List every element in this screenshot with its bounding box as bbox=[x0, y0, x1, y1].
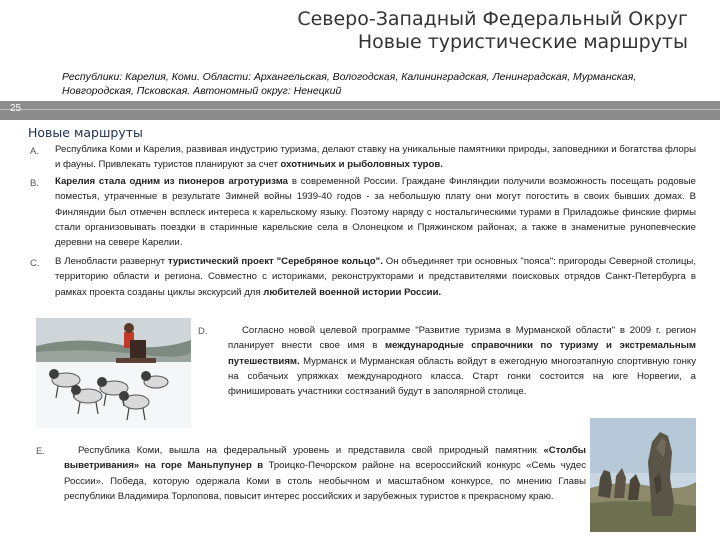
slide-number-bar bbox=[0, 101, 720, 120]
dog-sled-photo bbox=[36, 318, 191, 428]
slide-number: 25 bbox=[10, 103, 22, 114]
item-b-text bbox=[55, 174, 696, 250]
item-text: Республика Коми и Карелия, развивая индустрию туризма, делают ставку на уникальные памятники природы, заповедники и богатства флоры и фауны. Привлекать туристов планируют за счет bbox=[55, 144, 696, 171]
item-text: Он объединяет три основных "пояса": пригороды Северной столицы, территорию области и региона. Совместно с историками, реконструкторами и представителями поисковых отрядов Санкт-Петербурга в рамках проекта созданы циклы экскурсий для bbox=[55, 256, 696, 298]
item-text: В Ленобласти развернут bbox=[55, 256, 168, 267]
manpupuner-pillars-photo bbox=[590, 418, 696, 532]
slide-title bbox=[297, 8, 688, 54]
item-bold-text: международные справочники по туризму и экстремальным путешествиям. bbox=[228, 340, 696, 367]
item-bold-text: охотничьих и рыболовных туров. bbox=[280, 159, 443, 171]
title-line-2: Новые туристические маршруты bbox=[357, 31, 688, 53]
title-line-1: Северо-Западный Федеральный Округ bbox=[297, 8, 688, 30]
item-bold-text: любителей военной истории России. bbox=[263, 286, 442, 298]
item-text: Мурманск и Мурманская область войдут в ежегодную многоэтапную спортивную гонку на собачьих упряжках международного класса. Старт гонки состоится на юге Норвегии, а финишировать участники состязаний будут в заполярной столице. bbox=[228, 355, 696, 398]
item-a-text bbox=[55, 142, 696, 173]
item-marker: A. bbox=[30, 146, 39, 157]
item-c-text bbox=[55, 254, 696, 300]
item-marker: E. bbox=[36, 446, 45, 457]
item-bold-text: Карелия стала одним из пионеров агротуризма bbox=[55, 176, 289, 187]
item-e-text bbox=[64, 443, 586, 504]
item-bold-text: туристический проект "Серебряное кольцо". bbox=[167, 256, 383, 267]
divider bbox=[0, 109, 720, 110]
item-d-text bbox=[228, 323, 696, 399]
item-text: Троицко-Печорском районе на всероссийский конкурс «Семь чудес России». Победа, которую одержала Коми в столь необычном и масштабном конкурсе, по мнению Главы республики Владимира Торлопова, повысит интерес российских и зарубежных туристов к прекрасному краю. bbox=[64, 460, 586, 502]
item-text: Согласно новой целевой программе "Развитие туризма в Мурманской области" в 2009 г. регион планирует внести свое имя в bbox=[228, 325, 696, 352]
item-text: Республика Коми, вышла на федеральный уровень и представила свой природный памятник bbox=[78, 445, 544, 456]
item-marker: D. bbox=[198, 326, 208, 337]
item-marker: C. bbox=[30, 258, 40, 269]
regions-list: Республики: Карелия, Коми. Области: Архангельская, Вологодская, Калининградская, Ленинградская, Мурманская, Новгородская, Псковская. Автономный округ: Ненецкий bbox=[62, 71, 637, 97]
section-heading: Новые маршруты bbox=[28, 125, 143, 140]
item-bold-text: «Столбы выветривания» на горе Маньпупунер в bbox=[64, 445, 586, 472]
item-text: в современной России. Граждане Финляндии получили возможность посещать родовые поместья, утраченные в результате Зимней войны 1939-40 годов - за небольшую плату они могут погостить в своих бывших домах. В Финляндии был отмечен всплеск интереса к карельскому языку. Поэтому наряду с ностальгическими турами в Приладожье финские фирмы стали организовывать поездки в старинные карельские села в Олонецком и Пряжинском районах, а также в знаменитые рунопевческие деревни на севере Карелии. bbox=[55, 176, 697, 249]
item-marker: B. bbox=[30, 178, 39, 189]
